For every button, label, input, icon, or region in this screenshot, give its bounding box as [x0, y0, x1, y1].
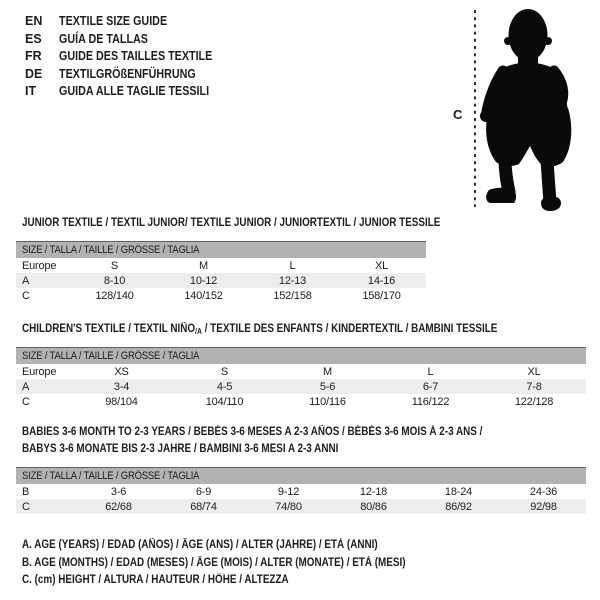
table-cell: 80/86	[331, 499, 416, 514]
language-code: EN	[25, 14, 43, 28]
table-cell: 98/104	[105, 395, 138, 408]
title-post: / TEXTILE DES ENFANTS / KINDERTEXTIL / BAMBINI TESSILE	[201, 323, 498, 335]
language-code: DE	[25, 66, 43, 81]
table-cell: 18-24	[444, 485, 473, 498]
language-title: TEXTILE SIZE GUIDE	[59, 14, 168, 28]
children-size-table	[16, 347, 586, 409]
row-label: A	[16, 379, 70, 394]
babies-title-line1: BABIES 3-6 MONTH TO 2-3 YEARS / BEBÉS 3-6 MESES A 2-3 AÑOS / BÉBÉS 3-6 MOIS À 2-3 ANS /	[22, 426, 483, 438]
size-header-text: SIZE / TALLA / TAILLE / GRÖSSE / TAGLIA	[22, 350, 200, 362]
legend-line-c: C. (cm) HEIGHT / ALTURA / HAUTEUR / HÖHE / ALTEZZA	[22, 574, 289, 587]
table-cell: 6-7	[379, 379, 482, 394]
table-cell: 110/116	[309, 395, 346, 408]
table-cell: 10-12	[159, 273, 248, 288]
legend-line-b: B. AGE (MONTHS) / EDAD (MESES) / ÂGE (MOIS) / ALTER (MONATE) / ETÀ (MESI)	[22, 556, 406, 569]
baby-figure	[440, 0, 600, 220]
size-header-text: SIZE / TALLA / TAILLE / GRÖSSE / TAGLIA	[22, 470, 200, 482]
table-cell: 4-5	[173, 379, 276, 394]
table-cell: 3-4	[70, 379, 173, 394]
table-row-europe	[16, 258, 426, 273]
legend	[22, 537, 468, 590]
language-code: ES	[25, 31, 42, 46]
table-row-europe	[16, 364, 586, 379]
legend-line-a: A. AGE (YEARS) / EDAD (AÑOS) / ÂGE (ANS) / ALTER (JAHRE) / ETÀ (ANNI)	[22, 539, 378, 551]
language-title: GUIDE DES TAILLES TEXTILE	[59, 49, 213, 64]
size-header-bar	[16, 242, 426, 259]
table-cell: 74/80	[246, 499, 331, 514]
row-label: C	[16, 499, 76, 514]
height-label-c: C	[453, 107, 463, 122]
table-cell: 122/128	[514, 395, 554, 408]
table-cell: 152/158	[273, 289, 312, 302]
table-cell: 104/110	[205, 395, 244, 408]
table-cell: L	[289, 259, 296, 272]
table-cell: 92/98	[501, 499, 586, 514]
table-cell: 128/140	[95, 289, 134, 302]
table-cell: 24-36	[529, 485, 558, 498]
table-row-height	[16, 499, 586, 514]
language-row-en	[25, 13, 237, 31]
table-cell: 5-6	[276, 379, 379, 394]
table-cell: M	[323, 365, 332, 378]
language-row-de	[25, 66, 237, 84]
language-code: FR	[25, 49, 42, 64]
table-cell: 158/170	[362, 289, 401, 302]
junior-table-title-text: JUNIOR TEXTILE / TEXTIL JUNIOR/ TEXTILE JUNIOR / JUNIORTEXTIL / JUNIOR TESSILE	[22, 217, 441, 229]
table-cell: 6-9	[195, 485, 212, 498]
row-label: A	[16, 273, 70, 288]
table-row-age	[16, 273, 426, 288]
size-header-text: SIZE / TALLA / TAILLE / GRÖSSE / TAGLIA	[22, 244, 200, 256]
table-cell: 14-16	[337, 273, 426, 288]
language-title: TEXTILGRÖßENFÜHRUNG	[59, 66, 196, 81]
table-cell: 3-6	[110, 485, 127, 498]
table-cell: 116/122	[411, 395, 450, 408]
table-cell: 7-8	[482, 379, 586, 394]
language-title: GUÍA DE TALLAS	[59, 31, 148, 46]
size-header-bar	[16, 468, 586, 485]
table-cell: M	[199, 259, 208, 272]
row-label: C	[22, 395, 30, 408]
title-sub: /A	[195, 327, 202, 336]
table-row-age-months	[16, 484, 586, 499]
row-label: B	[22, 485, 30, 498]
table-cell: XL	[374, 259, 389, 272]
babies-title-line2: BABYS 3-6 MONATE BIS 2-3 JAHRE / BAMBINI 3-6 MESI A 2-3 ANNI	[22, 443, 339, 455]
table-cell: L	[427, 365, 434, 378]
title-pre: CHILDREN'S TEXTILE / TEXTIL NIÑO	[22, 323, 196, 335]
table-cell: 86/92	[416, 499, 501, 514]
table-row-height	[16, 394, 586, 409]
language-title: GUIDA ALLE TAGLIE TESSILI	[59, 84, 210, 99]
children-table-title-text	[22, 321, 497, 340]
table-row-age	[16, 379, 586, 394]
size-header-bar	[16, 348, 586, 365]
junior-table-title	[22, 215, 508, 232]
table-cell: 12-13	[248, 273, 337, 288]
table-cell: 8-10	[70, 273, 159, 288]
babies-table-title	[22, 424, 557, 458]
baby-silhouette-icon	[480, 9, 571, 211]
table-cell: S	[110, 259, 119, 272]
table-cell: XL	[527, 365, 541, 378]
babies-size-table	[16, 467, 586, 514]
language-row-es	[25, 31, 237, 49]
table-cell: S	[220, 365, 229, 378]
table-cell: 140/152	[184, 289, 223, 302]
language-list	[25, 13, 237, 101]
table-cell: 12-18	[359, 485, 388, 498]
language-row-fr	[25, 48, 237, 66]
row-label: Europe	[22, 365, 57, 378]
table-cell: 62/68	[76, 499, 161, 514]
language-code: IT	[25, 84, 37, 99]
row-label: C	[22, 289, 30, 302]
table-cell: 68/74	[161, 499, 246, 514]
row-label: Europe	[22, 259, 57, 272]
table-cell: XS	[114, 365, 129, 378]
table-row-height	[16, 288, 426, 303]
table-cell: 9-12	[277, 485, 300, 498]
language-row-it	[25, 83, 237, 101]
children-table-title	[22, 321, 575, 340]
junior-size-table	[16, 241, 426, 303]
